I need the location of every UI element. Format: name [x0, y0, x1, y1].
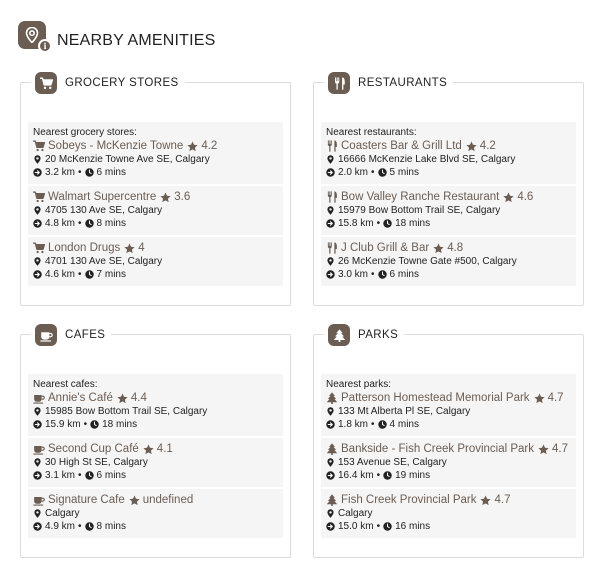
- place-address: 4705 130 Ave SE, Calgary: [45, 205, 163, 216]
- place-address: 16666 McKenzie Lake Blvd SE, Calgary: [338, 154, 516, 165]
- clock-icon: [378, 270, 387, 279]
- place-distance: 15.8 km: [338, 218, 374, 229]
- map-pin-icon: [326, 206, 335, 215]
- utensils-icon: [328, 72, 350, 94]
- place-address: 26 McKenzie Towne Gate #500, Calgary: [338, 256, 517, 267]
- clock-icon: [383, 471, 392, 480]
- utensils-icon: [326, 242, 338, 254]
- coffee-cup-icon: [33, 494, 45, 506]
- list-item[interactable]: London Drugs 4 4701 130 Ave SE, Calgary 4.6 km • 7 mins: [28, 237, 283, 286]
- place-distance: 1.8 km: [338, 419, 369, 430]
- list-item[interactable]: Nearest grocery stores: Sobeys - McKenzie Towne 4.2 20 McKenzie Towne Ave SE, Calgary 3.2 km • 6 mins: [28, 122, 283, 184]
- grocery-stores-panel: [20, 77, 291, 306]
- arrow-right-circle-icon: [326, 420, 335, 429]
- map-pin-icon: [326, 257, 335, 266]
- page-header: [18, 20, 216, 56]
- place-address: 15985 Bow Bottom Trail SE, Calgary: [45, 406, 208, 417]
- shopping-cart-icon: [33, 140, 45, 152]
- shopping-cart-icon: [33, 242, 45, 254]
- place-rating: 4.6: [517, 191, 534, 203]
- place-distance: 15.9 km: [45, 419, 81, 430]
- tree-icon: [326, 494, 338, 506]
- star-icon: [538, 444, 549, 455]
- list-item[interactable]: Bankside - Fish Creek Provincial Park 4.7 153 Avenue SE, Calgary 16.4 km • 19 mins: [321, 438, 576, 487]
- section-intro: Nearest parks:: [326, 379, 392, 390]
- place-rating: 4.8: [447, 242, 464, 254]
- tree-icon: [326, 443, 338, 455]
- star-icon: [187, 141, 198, 152]
- star-icon: [503, 192, 514, 203]
- place-distance: 4.8 km: [45, 218, 76, 229]
- place-address: 153 Avenue SE, Calgary: [338, 457, 447, 468]
- coffee-cup-icon: [33, 443, 45, 455]
- place-address: 15979 Bow Bottom Trail SE, Calgary: [338, 205, 501, 216]
- list-item[interactable]: Nearest restaurants: Coasters Bar & Grill Ltd 4.2 16666 McKenzie Lake Blvd SE, Calgary 2.0 km • 5 mins: [321, 122, 576, 184]
- place-address: Calgary: [45, 508, 80, 519]
- clock-icon: [383, 522, 392, 531]
- place-time: 5 mins: [389, 167, 419, 178]
- list-item[interactable]: Nearest cafes: Annie's Café 4.4 15985 Bow Bottom Trail SE, Calgary 15.9 km • 18 mins: [28, 374, 283, 436]
- list-item[interactable]: Fish Creek Provincial Park 4.7 Calgary 15.0 km • 16 mins: [321, 489, 576, 538]
- restaurants-header: [324, 69, 453, 97]
- parks-list: [321, 374, 576, 540]
- cafes-list: [28, 374, 283, 540]
- arrow-right-circle-icon: [326, 522, 335, 531]
- star-icon: [143, 444, 154, 455]
- place-distance: 3.0 km: [338, 269, 369, 280]
- parks-header: [324, 321, 404, 349]
- clock-icon: [383, 219, 392, 228]
- place-rating: 4: [138, 242, 145, 254]
- place-address: 20 McKenzie Towne Ave SE, Calgary: [45, 154, 210, 165]
- clock-icon: [90, 420, 99, 429]
- place-time: 6 mins: [389, 269, 419, 280]
- arrow-right-circle-icon: [33, 168, 42, 177]
- arrow-right-circle-icon: [33, 420, 42, 429]
- place-time: 18 mins: [102, 419, 138, 430]
- place-rating: 4.7: [552, 443, 569, 455]
- section-intro: Nearest grocery stores:: [33, 127, 137, 138]
- arrow-right-circle-icon: [33, 219, 42, 228]
- place-time: 8 mins: [96, 521, 126, 532]
- page-title: NEARBY AMENITIES: [57, 32, 216, 49]
- place-address: Calgary: [338, 508, 373, 519]
- list-item[interactable]: Signature Cafe undefined Calgary 4.9 km • 8 mins: [28, 489, 283, 538]
- place-address: 30 High St SE, Calgary: [45, 457, 148, 468]
- clock-icon: [85, 270, 94, 279]
- place-distance: 4.6 km: [45, 269, 76, 280]
- map-pin-icon: [326, 407, 335, 416]
- coffee-cup-icon: [33, 392, 45, 404]
- shopping-cart-icon: [35, 72, 57, 94]
- star-icon: [117, 393, 128, 404]
- arrow-right-circle-icon: [33, 270, 42, 279]
- list-item[interactable]: Walmart Supercentre 3.6 4705 130 Ave SE, Calgary 4.8 km • 8 mins: [28, 186, 283, 235]
- place-name[interactable]: London Drugs: [48, 242, 121, 254]
- star-icon: [433, 243, 444, 254]
- arrow-right-circle-icon: [326, 270, 335, 279]
- place-address: 4701 130 Ave SE, Calgary: [45, 256, 163, 267]
- map-pin-icon: [326, 458, 335, 467]
- place-name[interactable]: Coasters Bar & Grill Ltd: [341, 140, 462, 152]
- place-time: 18 mins: [395, 218, 431, 229]
- arrow-right-circle-icon: [326, 168, 335, 177]
- place-rating: 4.2: [479, 140, 496, 152]
- clock-icon: [85, 522, 94, 531]
- arrow-right-circle-icon: [33, 522, 42, 531]
- map-pin-icon: [326, 155, 335, 164]
- place-time: 6 mins: [96, 470, 126, 481]
- place-name[interactable]: Sobeys - McKenzie Towne: [48, 140, 184, 152]
- star-icon: [534, 393, 545, 404]
- arrow-right-circle-icon: [33, 471, 42, 480]
- map-pin-icon: [33, 407, 42, 416]
- place-name[interactable]: J Club Grill & Bar: [341, 242, 430, 254]
- map-pin-icon: [33, 257, 42, 266]
- place-name[interactable]: Bow Valley Ranche Restaurant: [341, 191, 500, 203]
- restaurants-list: [321, 122, 576, 288]
- clock-icon: [85, 168, 94, 177]
- section-intro: Nearest restaurants:: [326, 127, 417, 138]
- star-icon: [160, 192, 171, 203]
- place-name[interactable]: Bankside - Fish Creek Provincial Park: [341, 443, 535, 455]
- place-address: 133 Mt Alberta Pl SE, Calgary: [338, 406, 471, 417]
- place-rating: 4.4: [130, 392, 147, 404]
- place-time: 19 mins: [395, 470, 431, 481]
- star-icon: [129, 495, 140, 506]
- place-name[interactable]: Signature Cafe: [48, 494, 125, 506]
- place-name[interactable]: Fish Creek Provincial Park: [341, 494, 477, 506]
- place-name[interactable]: Patterson Homestead Memorial Park: [341, 392, 530, 404]
- place-rating: 4.7: [494, 494, 511, 506]
- place-name[interactable]: Annie's Café: [48, 392, 113, 404]
- place-time: 8 mins: [96, 218, 126, 229]
- star-icon: [466, 141, 477, 152]
- place-time: 4 mins: [389, 419, 419, 430]
- arrow-right-circle-icon: [326, 471, 335, 480]
- map-pin-icon: [33, 458, 42, 467]
- clock-icon: [85, 471, 94, 480]
- section-title: GROCERY STORES: [65, 77, 179, 89]
- tree-icon: [326, 392, 338, 404]
- place-distance: 16.4 km: [338, 470, 374, 481]
- place-time: 7 mins: [96, 269, 126, 280]
- place-distance: 2.0 km: [338, 167, 369, 178]
- coffee-cup-icon: [35, 324, 57, 346]
- clock-icon: [85, 219, 94, 228]
- clock-icon: [378, 420, 387, 429]
- utensils-icon: [326, 191, 338, 203]
- place-name[interactable]: Walmart Supercentre: [48, 191, 157, 203]
- place-distance: 15.0 km: [338, 521, 374, 532]
- place-time: 6 mins: [96, 167, 126, 178]
- place-rating: 4.7: [547, 392, 564, 404]
- list-item[interactable]: J Club Grill & Bar 4.8 26 McKenzie Towne Gate #500, Calgary 3.0 km • 6 mins: [321, 237, 576, 286]
- place-distance: 4.9 km: [45, 521, 76, 532]
- map-pin-icon: [326, 509, 335, 518]
- section-intro: Nearest cafes:: [33, 379, 98, 390]
- restaurants-panel: [313, 77, 584, 306]
- cafes-header: [31, 321, 111, 349]
- map-pin-icon: [33, 206, 42, 215]
- place-rating: 4.1: [156, 443, 173, 455]
- list-item[interactable]: Bow Valley Ranche Restaurant 4.6 15979 Bow Bottom Trail SE, Calgary 15.8 km • 18 mins: [321, 186, 576, 235]
- arrow-right-circle-icon: [326, 219, 335, 228]
- section-title: PARKS: [358, 329, 399, 341]
- section-title: RESTAURANTS: [358, 77, 448, 89]
- tree-icon: [328, 324, 350, 346]
- star-icon: [124, 243, 135, 254]
- grocery-stores-list: [28, 122, 283, 288]
- section-title: CAFES: [65, 329, 106, 341]
- map-pin-icon: [33, 155, 42, 164]
- map-pin-icon: [33, 509, 42, 518]
- list-item[interactable]: Nearest parks: Patterson Homestead Memorial Park 4.7 133 Mt Alberta Pl SE, Calgary 1.8 km • 4 mins: [321, 374, 576, 436]
- grocery-stores-header: [31, 69, 185, 97]
- place-rating: 3.6: [174, 191, 191, 203]
- star-icon: [480, 495, 491, 506]
- place-distance: 3.1 km: [45, 470, 76, 481]
- shopping-cart-icon: [33, 191, 45, 203]
- cafes-panel: [20, 329, 291, 558]
- place-name[interactable]: Second Cup Café: [48, 443, 139, 455]
- utensils-icon: [326, 140, 338, 152]
- map-pin-info-icon: i: [18, 21, 52, 55]
- parks-panel: [313, 329, 584, 558]
- place-rating: undefined: [142, 494, 194, 506]
- place-time: 16 mins: [395, 521, 431, 532]
- place-rating: 4.2: [201, 140, 218, 152]
- place-distance: 3.2 km: [45, 167, 76, 178]
- list-item[interactable]: Second Cup Café 4.1 30 High St SE, Calgary 3.1 km • 6 mins: [28, 438, 283, 487]
- clock-icon: [378, 168, 387, 177]
